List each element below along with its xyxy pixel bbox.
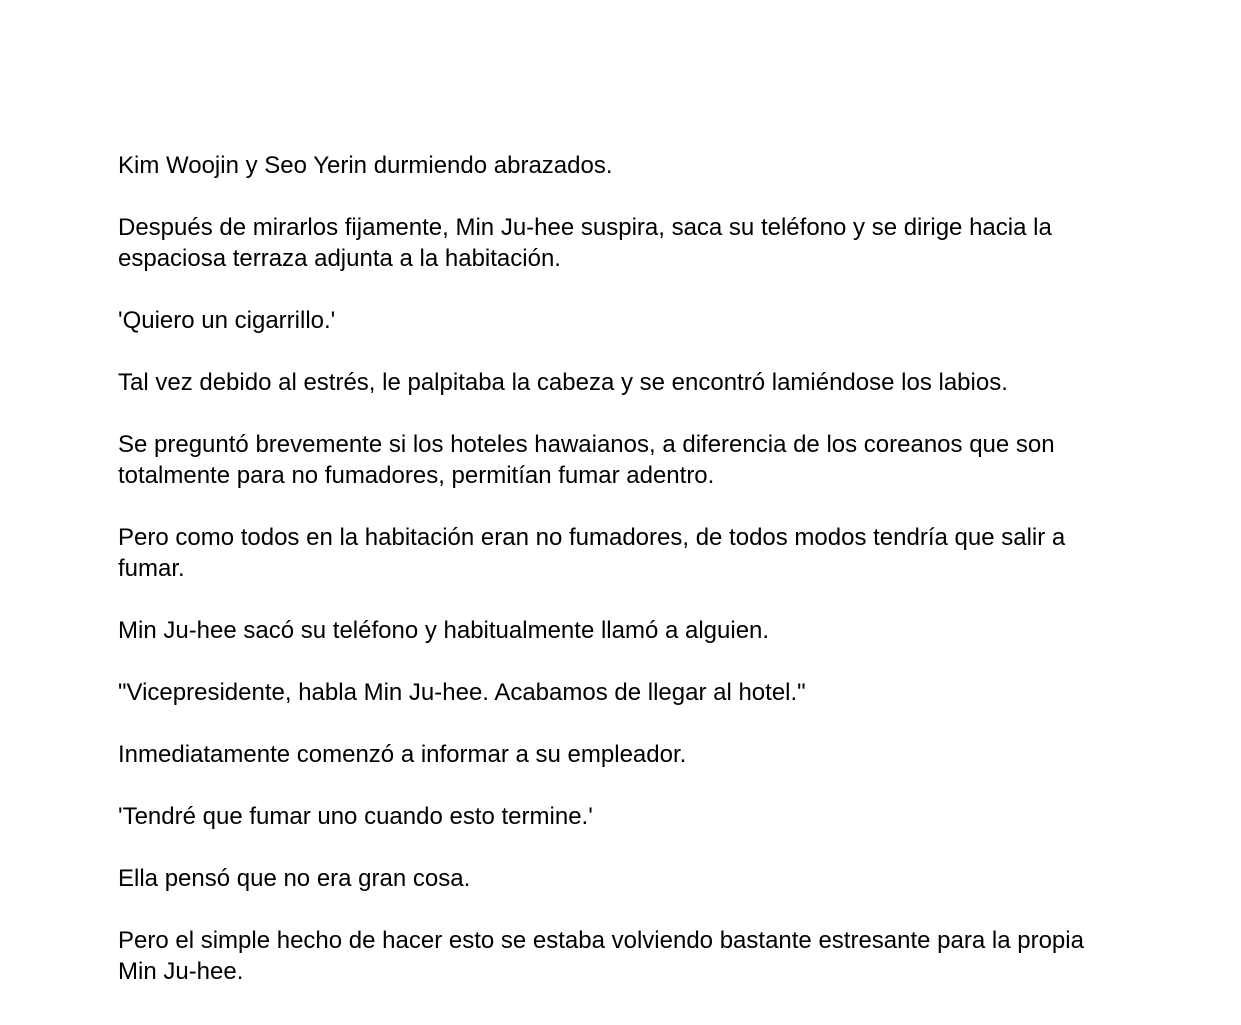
- paragraph-1: Kim Woojin y Seo Yerin durmiendo abrazados.: [118, 152, 613, 179]
- paragraph-9: Inmediatamente comenzó a informar a su empleador.: [118, 741, 687, 768]
- paragraph-5: Se preguntó brevemente si los hoteles hawaianos, a diferencia de los coreanos que son totalmente para no fumadores, permitían fumar adentro.: [118, 431, 1055, 489]
- paragraph-7: Min Ju-hee sacó su teléfono y habitualmente llamó a alguien.: [118, 617, 770, 644]
- paragraph-10: 'Tendré que fumar uno cuando esto termine.': [118, 803, 593, 830]
- paragraph-2: Después de mirarlos fijamente, Min Ju-hee suspira, saca su teléfono y se dirige hacia la espaciosa terraza adjunta a la habitación.: [118, 214, 1052, 272]
- document-body: [118, 150, 1118, 1018]
- paragraph-4: Tal vez debido al estrés, le palpitaba la cabeza y se encontró lamiéndose los labios.: [118, 369, 1008, 396]
- paragraph-12: Pero el simple hecho de hacer esto se estaba volviendo bastante estresante para la propia Min Ju-hee.: [118, 927, 1084, 985]
- paragraph-6: Pero como todos en la habitación eran no fumadores, de todos modos tendría que salir a fumar.: [118, 524, 1066, 582]
- paragraph-8: "Vicepresidente, habla Min Ju-hee. Acabamos de llegar al hotel.": [118, 679, 806, 706]
- paragraph-3: 'Quiero un cigarrillo.': [118, 307, 336, 334]
- paragraph-11: Ella pensó que no era gran cosa.: [118, 865, 471, 892]
